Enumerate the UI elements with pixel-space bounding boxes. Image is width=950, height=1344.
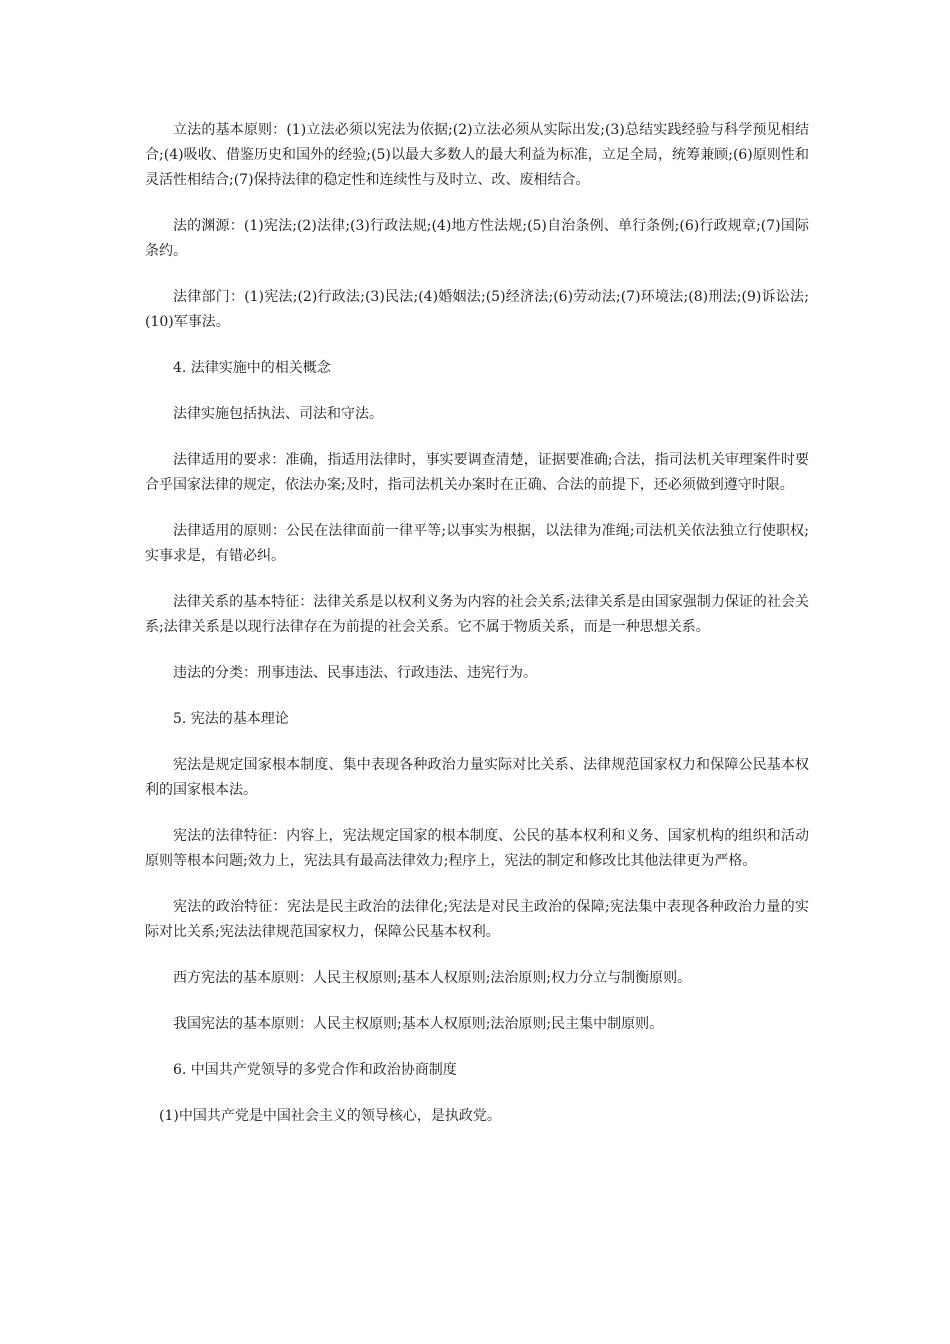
section-heading-4: 4. 法律实施中的相关概念 [173, 360, 331, 376]
paragraph-western-constitution-principles: 西方宪法的基本原则：人民主权原则;基本人权原则;法治原则;权力分立与制衡原则。 [173, 970, 692, 986]
section-heading-6: 6. 中国共产党领导的多党合作和政治协商制度 [173, 1062, 457, 1078]
document-page [145, 118, 809, 1150]
paragraph-constitution-definition: 宪法是规定国家根本制度、集中表现各种政治力量实际对比关系、法律规范国家权力和保障公民基本权利的国家根本法。 [145, 757, 809, 798]
paragraph-legislative-principles: 立法的基本原则：(1)立法必须以宪法为依据;(2)立法必须从实际出发;(3)总结实践经验与科学预见相结合;(4)吸收、借鉴历史和国外的经验;(5)以最大多数人的最大利益为标准，立足全局，统筹兼顾;(6)原则性和灵活性相结合;(7)保持法律的稳定性和连续性与及时立、改、废相结合。 [145, 122, 809, 188]
paragraph-violation-types: 违法的分类：刑事违法、民事违法、行政违法、违宪行为。 [173, 665, 537, 681]
paragraph-application-principles: 法律适用的原则：公民在法律面前一律平等;以事实为根据，以法律为准绳;司法机关依法独立行使职权;实事求是，有错必纠。 [145, 523, 809, 564]
paragraph-legal-relation-features: 法律关系的基本特征：法律关系是以权利义务为内容的社会关系;法律关系是由国家强制力保证的社会关系;法律关系是以现行法律存在为前提的社会关系。它不属于物质关系，而是一种思想关系。 [145, 594, 809, 635]
section-heading-5: 5. 宪法的基本理论 [173, 711, 289, 727]
paragraph-chinese-constitution-principles: 我国宪法的基本原则：人民主权原则;基本人权原则;法治原则;民主集中制原则。 [173, 1016, 664, 1032]
paragraph-application-requirements: 法律适用的要求：准确，指适用法律时，事实要调查清楚，证据要准确;合法，指司法机关审理案件时要合乎国家法律的规定，依法办案;及时，指司法机关办案时在正确、合法的前提下，还必须做到遵守时限。 [145, 452, 809, 493]
paragraph-law-implementation: 法律实施包括执法、司法和守法。 [173, 406, 383, 422]
paragraph-constitution-political-features: 宪法的政治特征：宪法是民主政治的法律化;宪法是对民主政治的保障;宪法集中表现各种政治力量的实际对比关系;宪法法律规范国家权力，保障公民基本权利。 [145, 899, 809, 940]
paragraph-sources-of-law: 法的渊源：(1)宪法;(2)法律;(3)行政法规;(4)地方性法规;(5)自治条例、单行条例;(6)行政规章;(7)国际条约。 [145, 218, 809, 259]
list-item-1: (1)中国共产党是中国社会主义的领导核心，是执政党。 [159, 1108, 501, 1124]
paragraph-legal-departments: 法律部门：(1)宪法;(2)行政法;(3)民法;(4)婚姻法;(5)经济法;(6)劳动法;(7)环境法;(8)刑法;(9)诉讼法;(10)军事法。 [145, 289, 809, 330]
paragraph-constitution-legal-features: 宪法的法律特征：内容上，宪法规定国家的根本制度、公民的基本权利和义务、国家机构的组织和活动原则等根本问题;效力上，宪法具有最高法律效力;程序上，宪法的制定和修改比其他法律更为严格。 [145, 828, 809, 869]
